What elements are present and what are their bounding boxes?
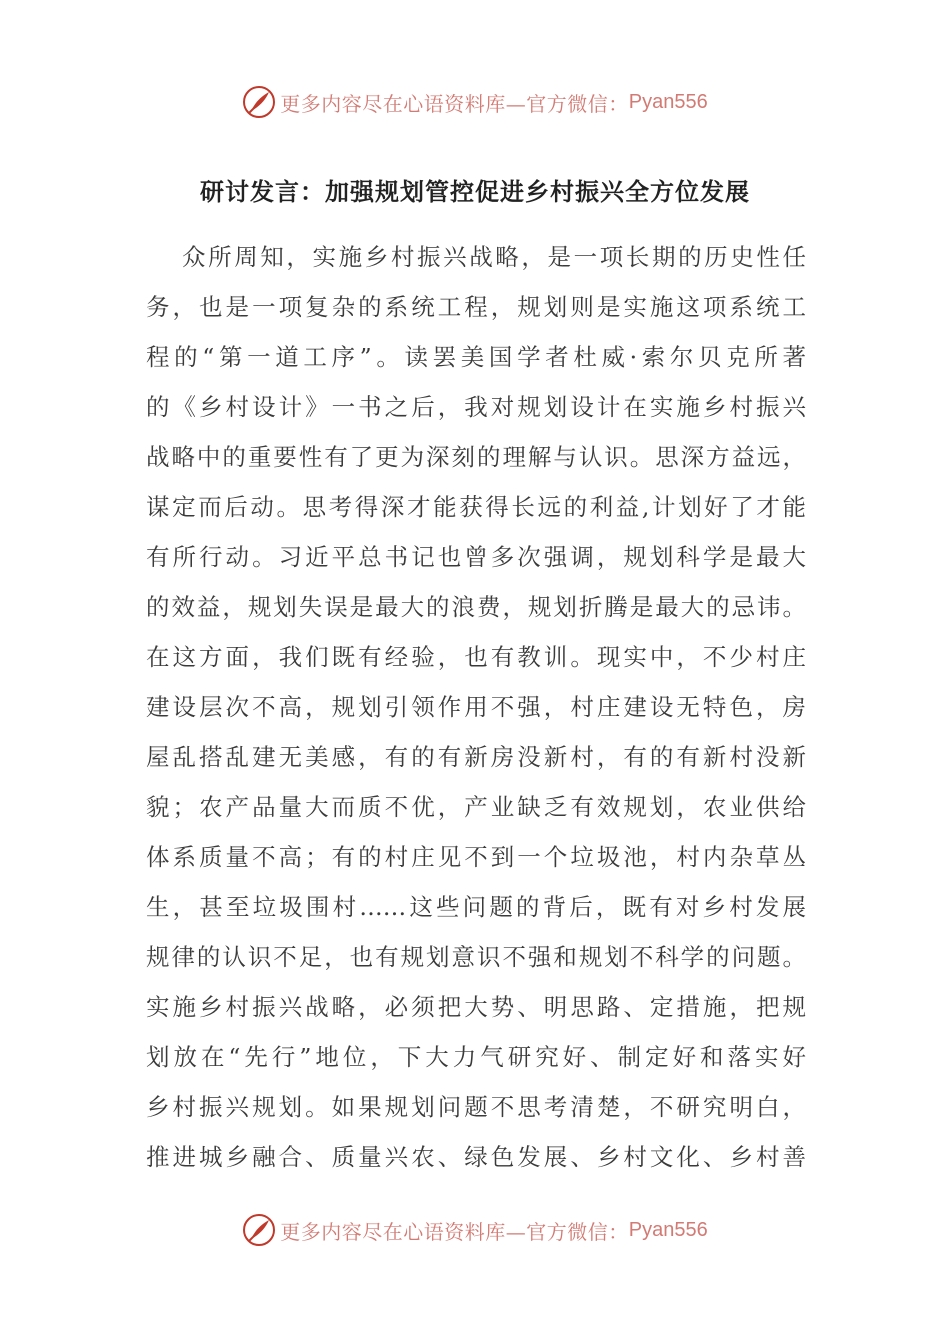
- body-line: 貌；农产品量大而质不优，产业缺乏有效规划，农业供给: [146, 793, 806, 821]
- body-line: 体系质量不高；有的村庄见不到一个垃圾池，村内杂草丛: [146, 843, 806, 871]
- body-line: 推进城乡融合、质量兴农、绿色发展、乡村文化、乡村善: [146, 1143, 806, 1171]
- body-line: 建设层次不高，规划引领作用不强，村庄建设无特色，房: [146, 693, 806, 721]
- body-line: 乡村振兴规划。如果规划问题不思考清楚，不研究明白，: [146, 1093, 806, 1121]
- feather-pen-logo-icon: [242, 1213, 276, 1247]
- feather-pen-logo-icon: [242, 85, 276, 119]
- body-line: 务，也是一项复杂的系统工程，规划则是实施这项系统工: [146, 293, 806, 321]
- body-line: 程的“第一道工序”。读罢美国学者杜威·索尔贝克所著: [146, 343, 806, 371]
- banner-wechat-id: Pyan556: [628, 90, 708, 113]
- footer-banner: [0, 1210, 950, 1250]
- body-line: 战略中的重要性有了更为深刻的理解与认识。思深方益远，: [146, 443, 806, 471]
- banner-text: 更多内容尽在心语资料库—官方微信：: [280, 1219, 629, 1244]
- body-line: 有所行动。习近平总书记也曾多次强调，规划科学是最大: [146, 543, 806, 571]
- document-body: [146, 232, 806, 1182]
- body-line: 屋乱搭乱建无美感，有的有新房没新村，有的有新村没新: [146, 743, 806, 771]
- body-line: 生，甚至垃圾围村……这些问题的背后，既有对乡村发展: [146, 893, 806, 921]
- body-line: 实施乡村振兴战略，必须把大势、明思路、定措施，把规: [146, 993, 806, 1021]
- body-line: 的《乡村设计》一书之后，我对规划设计在实施乡村振兴: [146, 393, 806, 421]
- body-line: 规律的认识不足，也有规划意识不强和规划不科学的问题。: [146, 943, 806, 971]
- body-line: 谋定而后动。思考得深才能获得长远的利益,计划好了才能: [146, 493, 806, 521]
- header-banner: [0, 82, 950, 122]
- body-line: 在这方面，我们既有经验，也有教训。现实中，不少村庄: [146, 643, 806, 671]
- banner-text: 更多内容尽在心语资料库—官方微信：: [280, 91, 629, 116]
- banner-wechat-id: Pyan556: [628, 1218, 708, 1241]
- body-line: 的效益，规划失误是最大的浪费，规划折腾是最大的忌讳。: [146, 593, 806, 621]
- body-line: 众所周知，实施乡村振兴战略，是一项长期的历史性任: [182, 243, 806, 271]
- body-line: 划放在“先行”地位，下大力气研究好、制定好和落实好: [146, 1043, 806, 1071]
- document-title: 研讨发言：加强规划管控促进乡村振兴全方位发展: [200, 177, 750, 206]
